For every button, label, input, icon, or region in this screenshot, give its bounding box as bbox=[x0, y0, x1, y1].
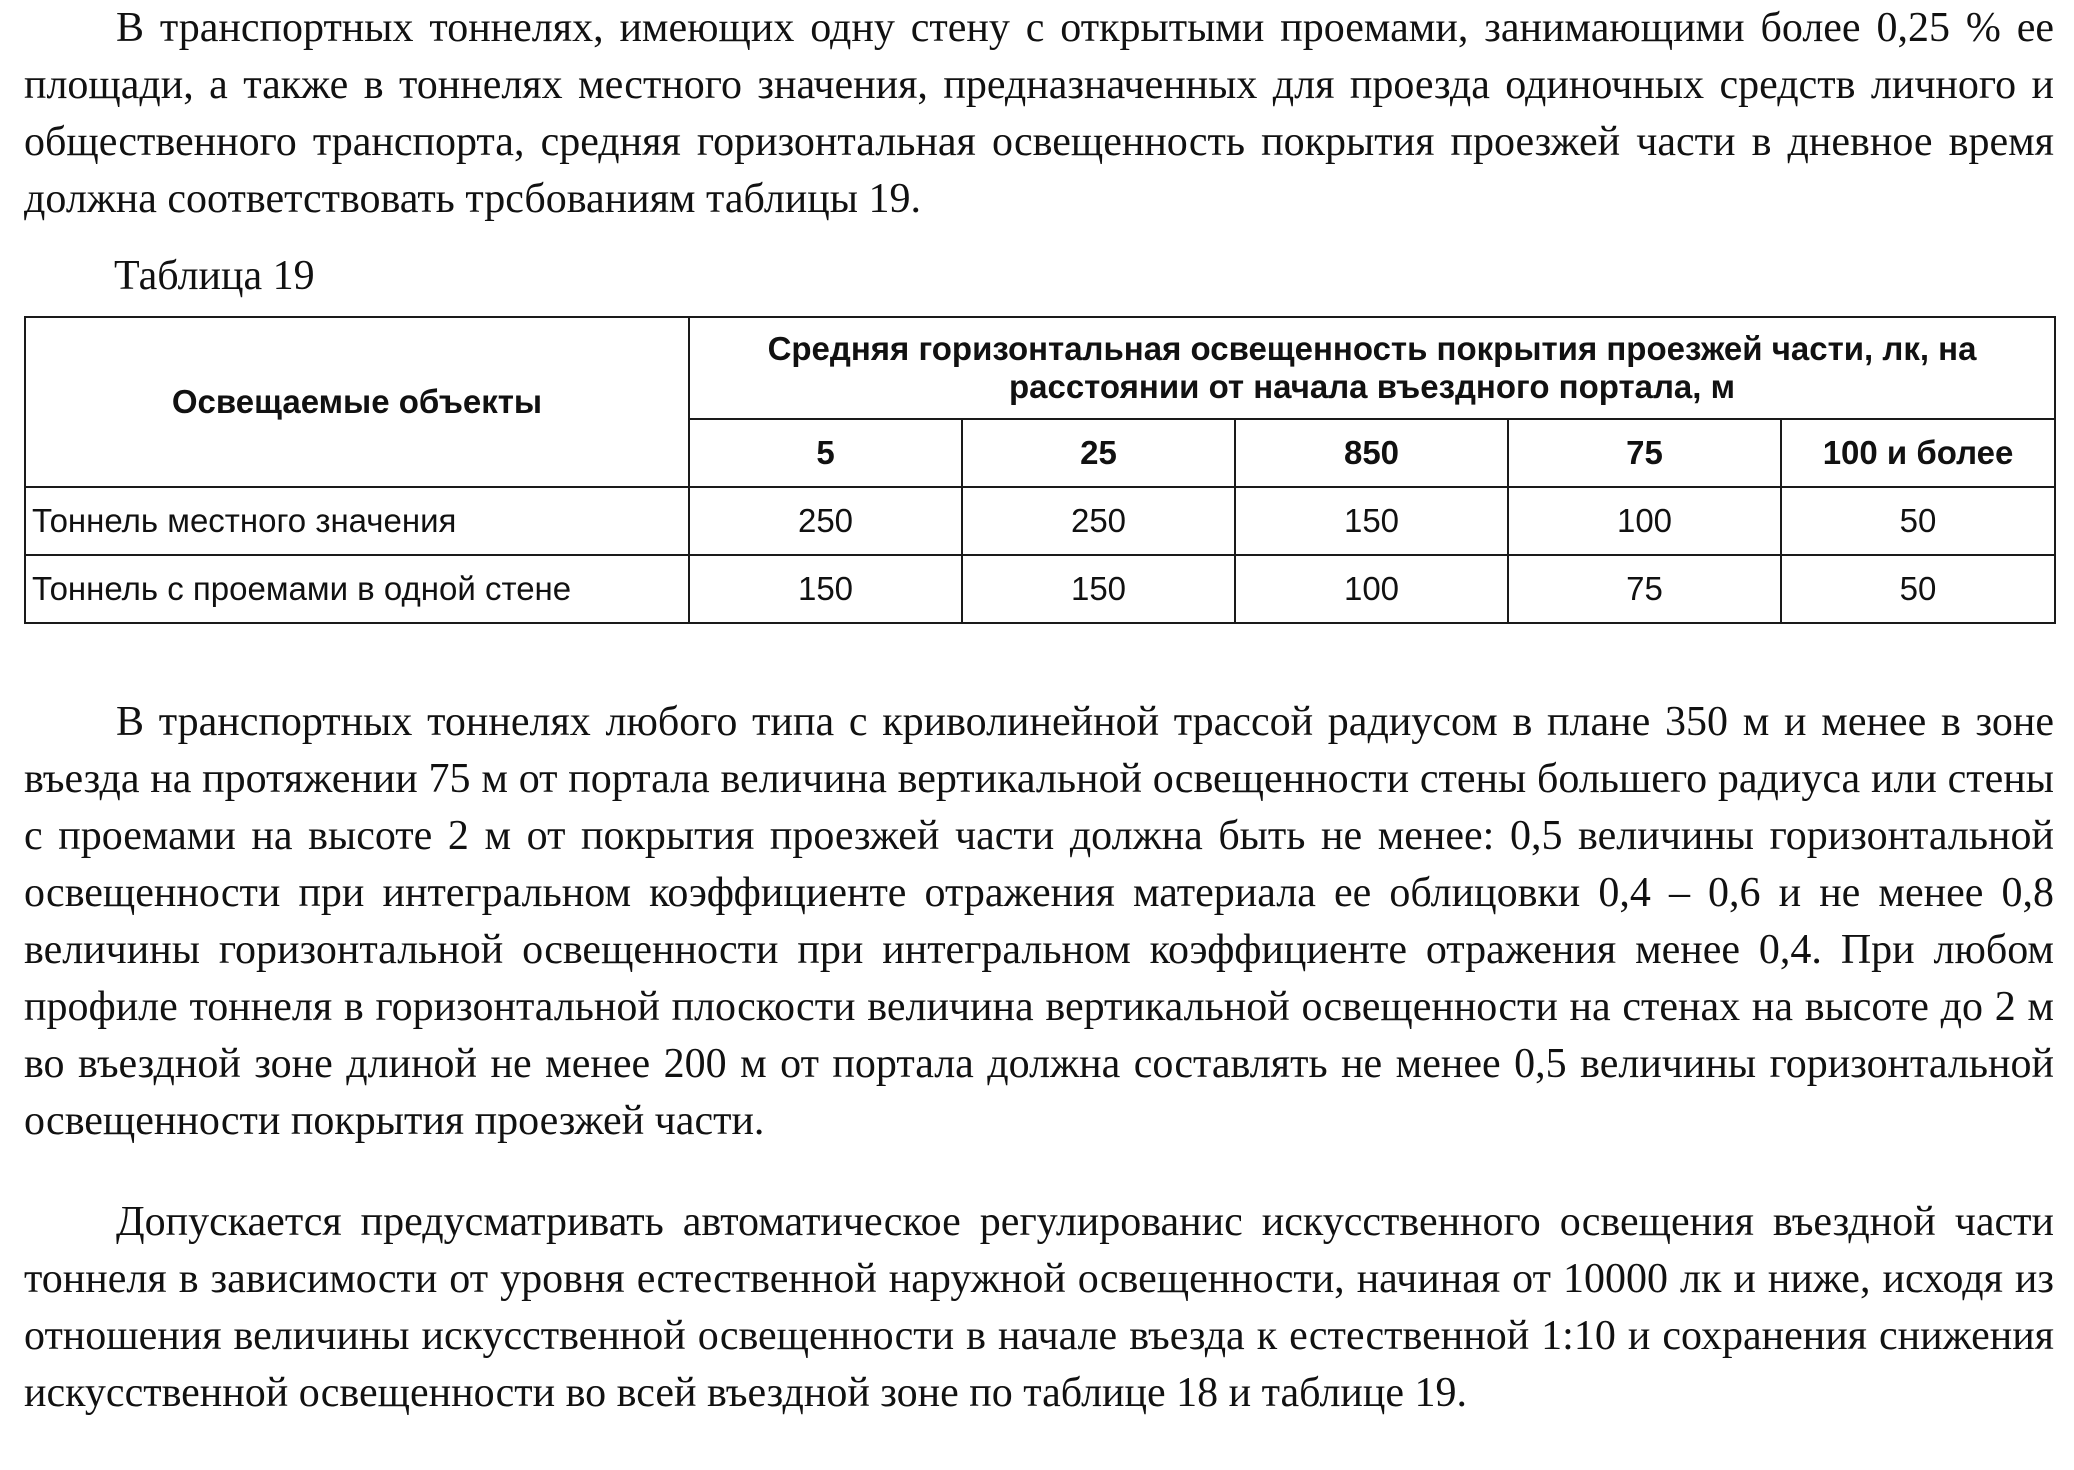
table-cell: 100 bbox=[1508, 487, 1781, 555]
table-caption: Таблица 19 bbox=[114, 253, 315, 299]
table-cell: 50 bbox=[1781, 487, 2055, 555]
header-distance: 5 bbox=[689, 419, 962, 487]
header-distance: 100 и более bbox=[1781, 419, 2055, 487]
illuminance-table bbox=[24, 316, 2056, 624]
table-cell: 150 bbox=[689, 555, 962, 623]
paragraph-automatic-regulation: Допускается предусматривать автоматическое регулированис искусственного освещения въездной части тоннеля в зависимости от уровня естественной наружной освещенности, начиная от 10000 лк и ниже, исходя из отношения величины искусственной освещенности в начале въезда к естественной 1:10 и сохранения снижения искусственной освещенности во всей въездной зоне по таблице 18 и таблице 19. bbox=[24, 1199, 2054, 1416]
illuminance-table-container bbox=[24, 316, 2054, 624]
paragraph-curved-tunnels: В транспортных тоннелях любого типа с криволинейной трассой радиусом в плане 350 м и менее в зоне въезда на протяжении 75 м от портала величина вертикальной освещенности стены большего радиуса или стены с проемами на высоте 2 м от покрытия проезжей части должна быть не менее: 0,5 величины горизонтальной освещенности при интегральном коэффициенте отражения материала ее облицовки 0,4 – 0,6 и не менее 0,8 величины горизонтальной освещенности при интегральном коэффициенте отражения менее 0,4. При любом профиле тоннеля в горизонтальной плоскости величина вертикальной освещенности на стенах на высоте до 2 м во въездной зоне длиной не менее 200 м от портала должна составлять не менее 0,5 величины горизонтальной освещенности покрытия проезжей части. bbox=[24, 699, 2054, 1144]
header-lit-objects: Освещаемые объекты bbox=[25, 317, 689, 487]
table-cell: 75 bbox=[1508, 555, 1781, 623]
row-object-label: Тоннель местного значения bbox=[25, 487, 689, 555]
row-object-label: Тоннель с проемами в одной стене bbox=[25, 555, 689, 623]
header-distance: 25 bbox=[962, 419, 1235, 487]
header-average-illuminance: Средняя горизонтальная освещенность покрытия проезжей части, лк, на расстоянии от начала въездного портала, м bbox=[689, 317, 2055, 419]
table-row bbox=[25, 555, 2055, 623]
table-cell: 100 bbox=[1235, 555, 1508, 623]
table-cell: 50 bbox=[1781, 555, 2055, 623]
header-distance: 75 bbox=[1508, 419, 1781, 487]
header-distance: 850 bbox=[1235, 419, 1508, 487]
table-cell: 150 bbox=[1235, 487, 1508, 555]
table-cell: 250 bbox=[689, 487, 962, 555]
paragraph-tunnels-with-openings: В транспортных тоннелях, имеющих одну стену с открытыми проемами, занимающими более 0,25 % ее площади, а также в тоннелях местного значения, предназначенных для проезда одиночных средств личного и общественного транспорта, средняя горизонтальная освещенность покрытия проезжей части в дневное время должна соответствовать трсбованиям таблицы 19. bbox=[24, 5, 2054, 222]
table-cell: 250 bbox=[962, 487, 1235, 555]
table-row bbox=[25, 487, 2055, 555]
table-cell: 150 bbox=[962, 555, 1235, 623]
